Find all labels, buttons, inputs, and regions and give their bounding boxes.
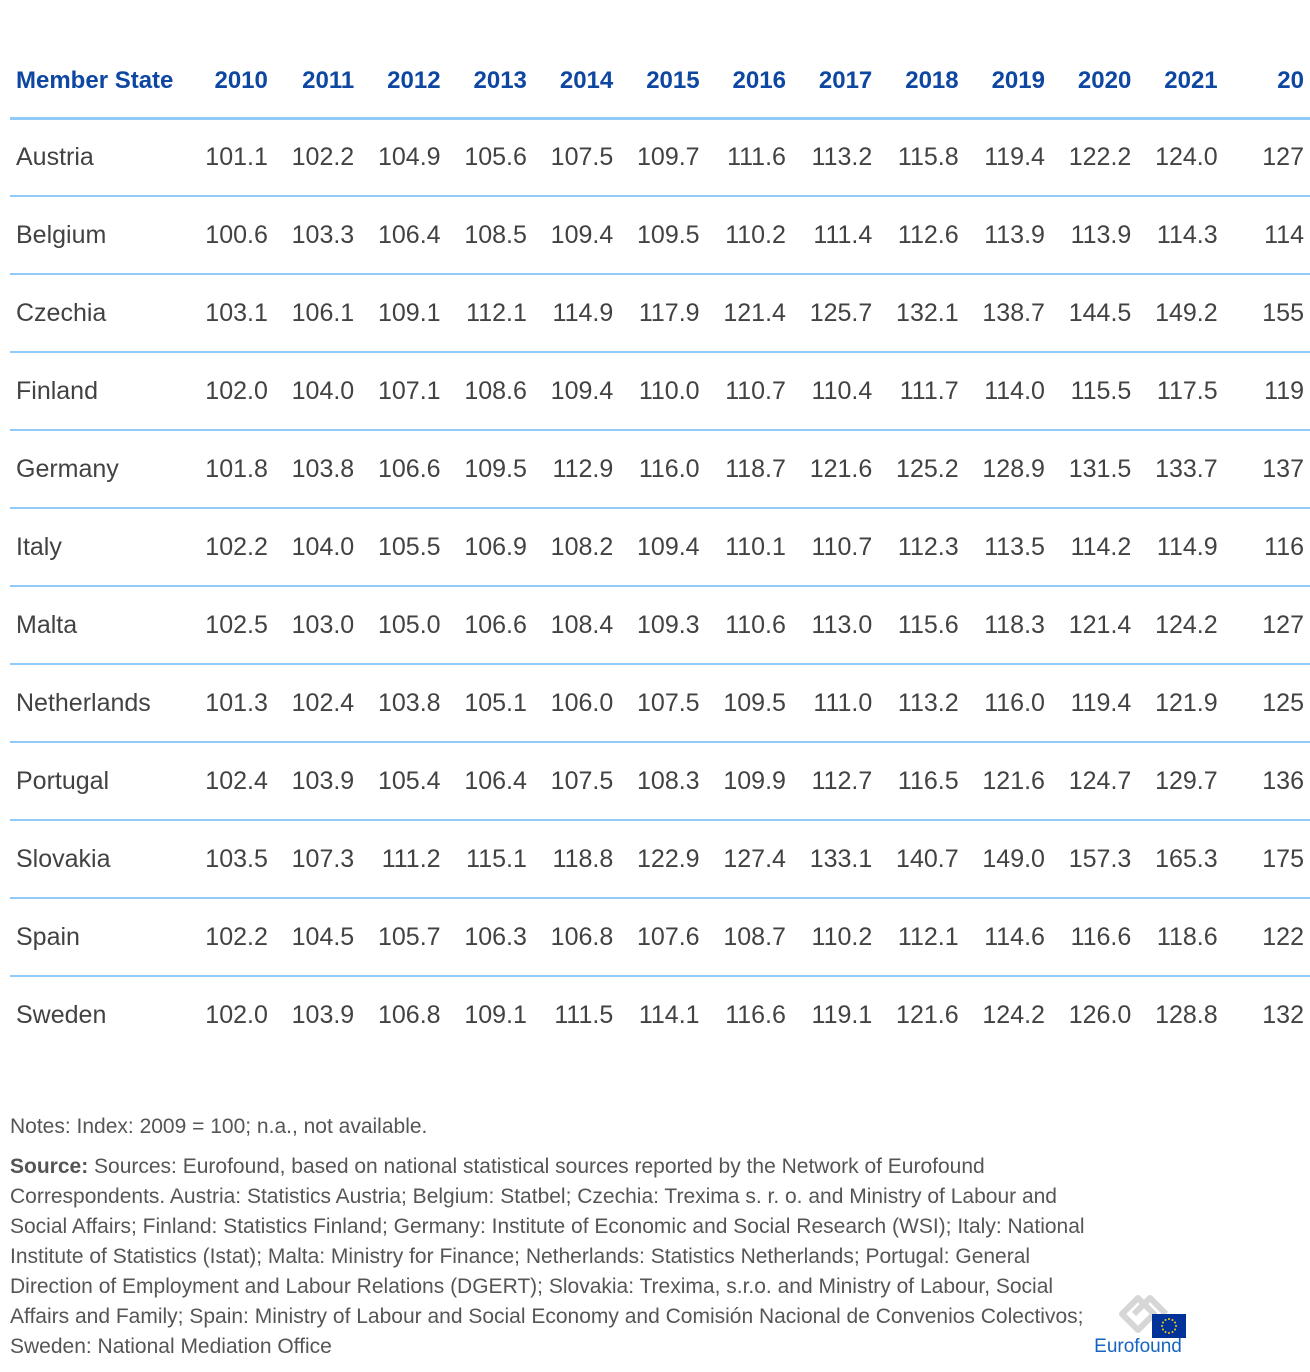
index-value-cell: 102.2 <box>188 898 274 976</box>
table-body <box>10 118 1310 1054</box>
eurofound-logo <box>1086 1288 1190 1364</box>
index-value-cell: 109.5 <box>619 196 705 274</box>
index-value-cell: 103.0 <box>274 586 360 664</box>
member-state-cell: Netherlands <box>10 664 188 742</box>
flag-star <box>1165 1331 1167 1333</box>
eu-flag <box>1152 1314 1186 1338</box>
index-value-cell: 102.2 <box>274 118 360 196</box>
flag-star <box>1174 1329 1176 1331</box>
index-value-cell: 132 <box>1262 1001 1304 1029</box>
index-value-cell: 119 <box>1224 352 1310 430</box>
index-value-cell: 122.9 <box>619 820 705 898</box>
member-state-cell: Belgium <box>10 196 188 274</box>
index-value-cell: 127.4 <box>706 820 792 898</box>
index-value-cell: 119.4 <box>1051 664 1137 742</box>
index-value-cell: 112.3 <box>878 508 964 586</box>
index-value-cell: 165.3 <box>1137 820 1223 898</box>
index-value-cell: 113.5 <box>965 508 1051 586</box>
table-row <box>10 742 1310 820</box>
index-value-cell: 109.3 <box>619 586 705 664</box>
table-row <box>10 430 1310 508</box>
member-state-cell: Portugal <box>10 742 188 820</box>
index-value-cell: 102.5 <box>188 586 274 664</box>
index-value-cell: 129.7 <box>1137 742 1223 820</box>
index-value-cell: 115.1 <box>447 820 533 898</box>
table-source <box>10 1152 1090 1362</box>
index-value-cell: 131.5 <box>1051 430 1137 508</box>
index-value-cell: 114.1 <box>638 1001 700 1029</box>
index-value-cell: 109.1 <box>464 1001 527 1029</box>
index-value-cell: 105.6 <box>447 118 533 196</box>
index-value-cell: 118.6 <box>1137 898 1223 976</box>
index-value-cell: 108.7 <box>706 898 792 976</box>
logo-text: Eurofound <box>1094 1336 1182 1357</box>
index-value-cell: 121.6 <box>896 1001 959 1029</box>
index-value-cell: 136 <box>1224 742 1310 820</box>
index-value-cell: 115.5 <box>1051 352 1137 430</box>
index-value-cell: 125.2 <box>878 430 964 508</box>
index-value-cell: 117.9 <box>619 274 705 352</box>
flag-star <box>1162 1322 1164 1324</box>
index-value-cell: 122 <box>1224 898 1310 976</box>
column-header-year: 2014 <box>533 44 619 118</box>
flag-star <box>1172 1319 1174 1321</box>
table-row <box>10 274 1310 352</box>
index-value-cell: 107.5 <box>533 742 619 820</box>
flag-star <box>1161 1325 1163 1327</box>
index-value-cell: 106.1 <box>274 274 360 352</box>
index-value-cell: 113.0 <box>792 586 878 664</box>
index-value-cell: 126.0 <box>1068 1001 1132 1029</box>
index-value-cell: 132.1 <box>878 274 964 352</box>
index-value-cell: 105.1 <box>447 664 533 742</box>
index-value-cell: 103.3 <box>274 196 360 274</box>
member-state-cell: Italy <box>10 508 188 586</box>
index-value-cell: 110.7 <box>706 352 792 430</box>
index-value-cell: 112.9 <box>533 430 619 508</box>
index-value-cell: 125.7 <box>792 274 878 352</box>
data-table <box>10 44 1310 1054</box>
member-state-cell: Germany <box>10 430 188 508</box>
index-value-cell: 113.2 <box>878 664 964 742</box>
eurofound-logo-icon <box>1086 1288 1190 1338</box>
flag-star <box>1175 1325 1177 1327</box>
index-value-cell: 102.2 <box>188 508 274 586</box>
column-header-year: 2020 <box>1051 44 1137 118</box>
member-state-cell: Spain <box>10 898 188 976</box>
index-value-cell: 110.6 <box>706 586 792 664</box>
column-header-year: 2015 <box>619 44 705 118</box>
index-value-cell: 104.9 <box>360 118 446 196</box>
index-value-cell: 110.1 <box>706 508 792 586</box>
index-value-cell: 103.8 <box>360 664 446 742</box>
index-value-cell: 108.2 <box>533 508 619 586</box>
flag-star <box>1162 1329 1164 1331</box>
member-state-cell: Sweden <box>16 1001 107 1029</box>
index-value-cell: 107.1 <box>360 352 446 430</box>
flag-star <box>1168 1318 1170 1320</box>
index-value-cell: 157.3 <box>1051 820 1137 898</box>
index-value-cell: 140.7 <box>878 820 964 898</box>
flag-star <box>1172 1331 1174 1333</box>
index-value-cell: 149.2 <box>1137 274 1223 352</box>
table-row <box>10 508 1310 586</box>
column-header-year: 2011 <box>274 44 360 118</box>
index-value-cell: 104.0 <box>274 352 360 430</box>
column-header-year: 2021 <box>1137 44 1223 118</box>
index-value-cell: 114.9 <box>533 274 619 352</box>
table-row <box>10 118 1310 196</box>
table-header-row <box>10 44 1310 118</box>
index-value-cell: 103.1 <box>188 274 274 352</box>
member-state-cell: Czechia <box>10 274 188 352</box>
column-header-member-state: Member State <box>10 44 188 118</box>
index-value-cell: 106.8 <box>533 898 619 976</box>
source-label: Source: <box>10 1155 89 1178</box>
index-value-cell: 107.6 <box>619 898 705 976</box>
index-value-cell: 109.5 <box>447 430 533 508</box>
index-value-cell: 116 <box>1224 508 1310 586</box>
index-value-cell: 109.7 <box>619 118 705 196</box>
index-value-cell: 115.8 <box>878 118 964 196</box>
index-value-cell: 128.8 <box>1155 1001 1218 1029</box>
index-value-cell: 111.2 <box>360 820 446 898</box>
index-value-cell: 122.2 <box>1051 118 1137 196</box>
flag-star <box>1165 1319 1167 1321</box>
index-value-cell: 124.0 <box>1137 118 1223 196</box>
index-value-cell: 109.4 <box>533 196 619 274</box>
index-value-cell: 121.4 <box>706 274 792 352</box>
member-state-cell: Slovakia <box>10 820 188 898</box>
index-value-cell: 114.0 <box>965 352 1051 430</box>
index-value-cell: 118.3 <box>965 586 1051 664</box>
index-value-cell: 106.6 <box>360 430 446 508</box>
index-value-cell: 125 <box>1224 664 1310 742</box>
index-value-cell: 149.0 <box>965 820 1051 898</box>
index-value-cell: 124.7 <box>1051 742 1137 820</box>
table-row <box>10 586 1310 664</box>
index-value-cell: 112.1 <box>447 274 533 352</box>
index-value-cell: 102.0 <box>188 352 274 430</box>
index-value-cell: 127 <box>1224 118 1310 196</box>
member-state-cell: Austria <box>10 118 188 196</box>
index-value-cell: 103.5 <box>188 820 274 898</box>
index-value-cell: 103.8 <box>274 430 360 508</box>
index-value-cell: 108.4 <box>533 586 619 664</box>
index-value-cell: 108.3 <box>619 742 705 820</box>
index-value-cell: 109.5 <box>706 664 792 742</box>
index-value-cell: 107.3 <box>274 820 360 898</box>
index-value-cell: 138.7 <box>965 274 1051 352</box>
index-value-cell: 106.4 <box>447 742 533 820</box>
table-row <box>10 820 1310 898</box>
index-value-cell: 100.6 <box>188 196 274 274</box>
index-value-cell: 103.9 <box>274 742 360 820</box>
column-header-year: 2013 <box>447 44 533 118</box>
index-value-cell: 108.5 <box>447 196 533 274</box>
index-value-cell: 137 <box>1224 430 1310 508</box>
index-value-cell: 105.7 <box>360 898 446 976</box>
index-value-cell: 110.4 <box>792 352 878 430</box>
index-value-cell: 105.4 <box>360 742 446 820</box>
index-value-cell: 118.8 <box>533 820 619 898</box>
index-value-cell: 104.5 <box>274 898 360 976</box>
index-value-cell: 133.1 <box>792 820 878 898</box>
index-value-cell: 127 <box>1224 586 1310 664</box>
index-value-cell: 155 <box>1224 274 1310 352</box>
index-value-cell: 112.6 <box>878 196 964 274</box>
index-value-cell: 119.1 <box>811 1001 873 1029</box>
index-value-cell: 111.7 <box>878 352 964 430</box>
index-value-cell: 107.5 <box>533 118 619 196</box>
table-row <box>10 898 1310 976</box>
index-value-cell: 111.5 <box>554 1001 614 1029</box>
index-value-cell: 110.2 <box>706 196 792 274</box>
table-row <box>10 352 1310 430</box>
index-value-cell: 116.6 <box>725 1001 786 1029</box>
index-value-cell: 175 <box>1224 820 1310 898</box>
index-value-cell: 103.9 <box>291 1001 355 1029</box>
index-value-cell: 107.5 <box>619 664 705 742</box>
column-header-year: 2019 <box>965 44 1051 118</box>
index-value-cell: 113.9 <box>965 196 1051 274</box>
index-value-cell: 114.6 <box>965 898 1051 976</box>
index-value-cell: 116.0 <box>965 664 1051 742</box>
column-header-year: 2016 <box>706 44 792 118</box>
index-value-cell: 116.5 <box>878 742 964 820</box>
index-value-cell: 108.6 <box>447 352 533 430</box>
index-value-cell: 101.3 <box>188 664 274 742</box>
index-value-cell: 144.5 <box>1051 274 1137 352</box>
member-state-cell: Malta <box>10 586 188 664</box>
index-value-cell: 109.1 <box>360 274 446 352</box>
index-value-cell: 111.4 <box>792 196 878 274</box>
index-value-cell: 111.0 <box>792 664 878 742</box>
index-value-cell: 106.0 <box>533 664 619 742</box>
index-value-cell: 112.7 <box>792 742 878 820</box>
index-value-cell: 102.4 <box>274 664 360 742</box>
index-value-cell: 106.3 <box>447 898 533 976</box>
index-value-cell: 118.7 <box>706 430 792 508</box>
index-value-cell: 116.6 <box>1051 898 1137 976</box>
index-value-cell: 112.1 <box>878 898 964 976</box>
index-value-cell: 121.9 <box>1137 664 1223 742</box>
index-value-cell: 128.9 <box>965 430 1051 508</box>
index-value-cell: 106.6 <box>447 586 533 664</box>
table-row <box>10 664 1310 742</box>
index-value-cell: 114.3 <box>1137 196 1223 274</box>
index-value-cell: 105.5 <box>360 508 446 586</box>
index-value-cell: 113.2 <box>792 118 878 196</box>
index-value-cell: 106.8 <box>377 1001 441 1029</box>
column-header-year: 2017 <box>792 44 878 118</box>
column-header-year: 2012 <box>360 44 446 118</box>
table-row <box>10 976 1310 1054</box>
member-state-cell: Finland <box>10 352 188 430</box>
index-value-cell: 116.0 <box>619 430 705 508</box>
index-value-cell: 102.4 <box>188 742 274 820</box>
index-value-cell: 117.5 <box>1137 352 1223 430</box>
index-value-cell: 104.0 <box>274 508 360 586</box>
index-value-cell: 102.0 <box>205 1001 268 1029</box>
index-value-cell: 121.6 <box>965 742 1051 820</box>
table-notes: Notes: Index: 2009 = 100; n.a., not available. <box>10 1115 428 1138</box>
column-header-year: 20 <box>1224 44 1310 118</box>
index-value-cell: 109.9 <box>706 742 792 820</box>
index-value-cell: 114.9 <box>1137 508 1223 586</box>
index-value-cell: 106.9 <box>447 508 533 586</box>
index-value-cell: 113.9 <box>1051 196 1137 274</box>
index-value-cell: 101.8 <box>188 430 274 508</box>
index-value-cell: 133.7 <box>1137 430 1223 508</box>
index-value-cell: 124.2 <box>982 1001 1045 1029</box>
index-value-cell: 109.4 <box>619 508 705 586</box>
flag-star <box>1174 1322 1176 1324</box>
index-value-cell: 109.4 <box>533 352 619 430</box>
data-table-container <box>10 44 1304 1084</box>
index-value-cell: 114 <box>1224 196 1310 274</box>
table-row <box>10 196 1310 274</box>
index-value-cell: 110.0 <box>619 352 705 430</box>
index-value-cell: 110.7 <box>792 508 878 586</box>
index-value-cell: 121.4 <box>1051 586 1137 664</box>
index-value-cell: 124.2 <box>1137 586 1223 664</box>
index-value-cell: 105.0 <box>360 586 446 664</box>
column-header-year: 2010 <box>188 44 274 118</box>
column-header-year: 2018 <box>878 44 964 118</box>
source-text: Sources: Eurofound, based on national statistical sources reported by the Network of Eurofound Correspondents. Austria: Statistics Austria; Belgium: Statbel; Czechia: Trexima s. r. o. and Ministry of Labour and Social Affairs; Finland: Statistics Finland; Germany: Institute of Economic and Social Research (WSI); Italy: National Institute of Statistics (Istat); Malta: Ministry for Finance; Netherlands: Statistics Netherlands; Portugal: General Direction of Employment and Labour Relations (DGERT); Slovakia: Trexima, s.r.o. and Ministry of Labour, Social Affairs and Family; Spain: Ministry of Labour and Social Economy and Comisión Nacional de Convenios Colectivos; Sweden: National Mediation Office <box>10 1155 1085 1358</box>
index-value-cell: 110.2 <box>792 898 878 976</box>
flag-star <box>1168 1332 1170 1334</box>
index-value-cell: 121.6 <box>792 430 878 508</box>
index-value-cell: 119.4 <box>965 118 1051 196</box>
index-value-cell: 115.6 <box>878 586 964 664</box>
index-value-cell: 101.1 <box>188 118 274 196</box>
index-value-cell: 114.2 <box>1051 508 1137 586</box>
index-value-cell: 111.6 <box>706 118 792 196</box>
index-value-cell: 106.4 <box>360 196 446 274</box>
